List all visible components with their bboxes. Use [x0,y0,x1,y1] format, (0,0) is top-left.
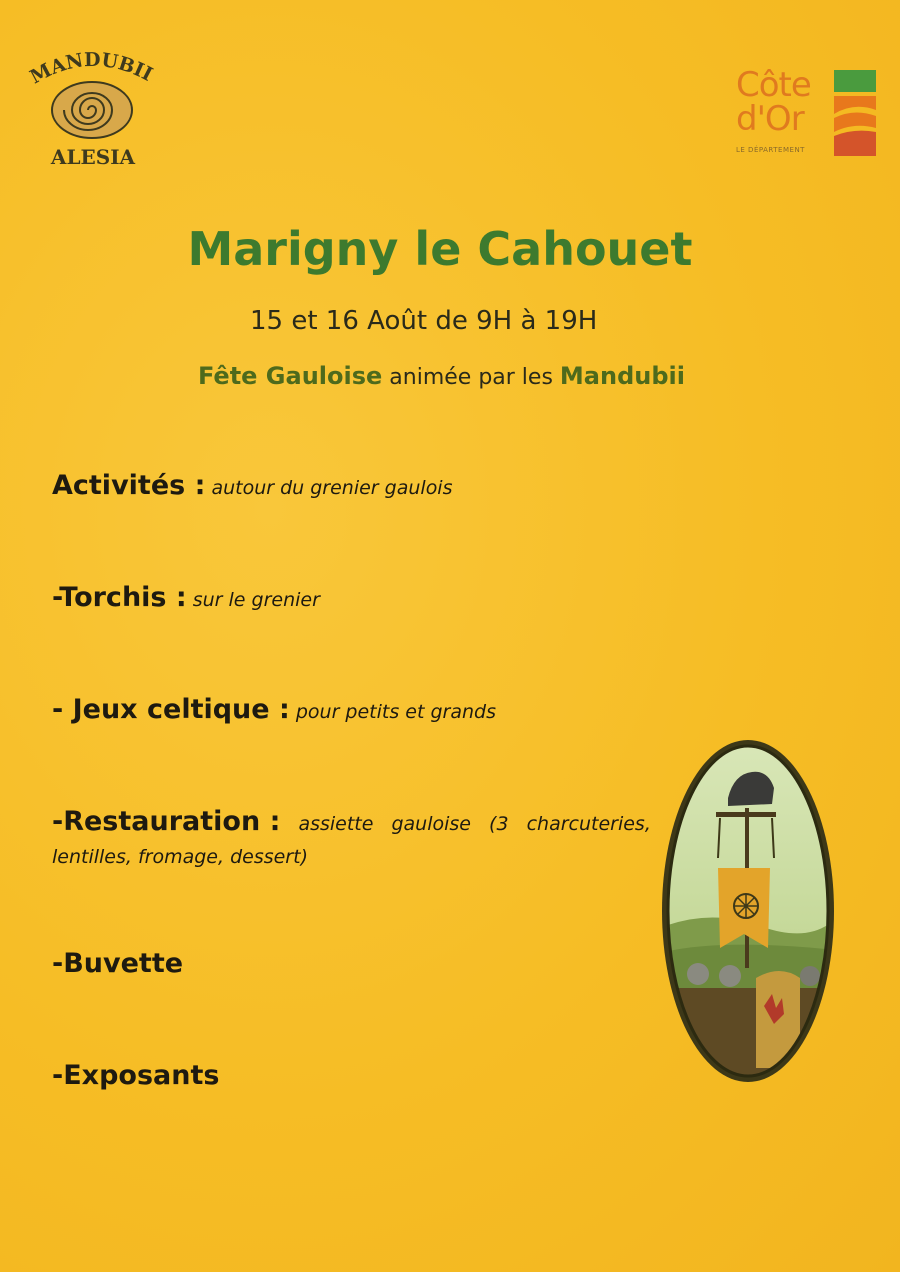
cote-dor-flag-icon [834,70,876,156]
cote-dor-line2: d'Or [736,99,804,139]
logo-top-text: MANDUBII [26,48,157,89]
subtitle-connector: animée par les [382,365,560,390]
logo-bottom-text: ALESIA [50,145,136,169]
activity-item [52,806,651,837]
activity-item [52,470,453,501]
activity-label: - Jeux celtique : [52,694,290,725]
activity-desc: pour petits et grands [289,701,496,723]
activity-label: -Exposants [52,1060,220,1091]
activity-item [52,948,183,979]
cote-dor-wordmark [736,65,811,139]
activity-desc: sur le grenier [186,589,320,611]
activity-label: -Buvette [52,948,184,979]
activity-item [52,1060,219,1091]
cote-dor-logo [730,66,880,162]
event-subtitle [198,362,685,390]
event-dates: 15 et 16 Août de 9H à 19H [250,306,598,336]
gaulish-standard-illustration [660,738,836,1084]
activity-desc: assiette gauloise (3 charcuteries, [280,813,651,835]
subtitle-fete-gauloise: Fête Gauloise [198,362,383,390]
activity-label: -Torchis : [52,582,187,613]
subtitle-mandubii: Mandubii [559,362,685,390]
activity-label: Activités : [52,470,206,501]
activity-label: -Restauration : [52,806,281,837]
activity-item [52,582,320,613]
activity-item [52,694,496,725]
page-title: Marigny le Cahouet [187,222,693,276]
cote-dor-subtitle: LE DÉPARTEMENT [736,146,805,154]
cote-dor-line1: Côte [736,65,811,105]
activity-desc: autour du grenier gaulois [205,477,453,499]
activity-desc-continued: lentilles, fromage, dessert) [52,846,308,868]
mandubii-alesia-logo [18,40,168,180]
